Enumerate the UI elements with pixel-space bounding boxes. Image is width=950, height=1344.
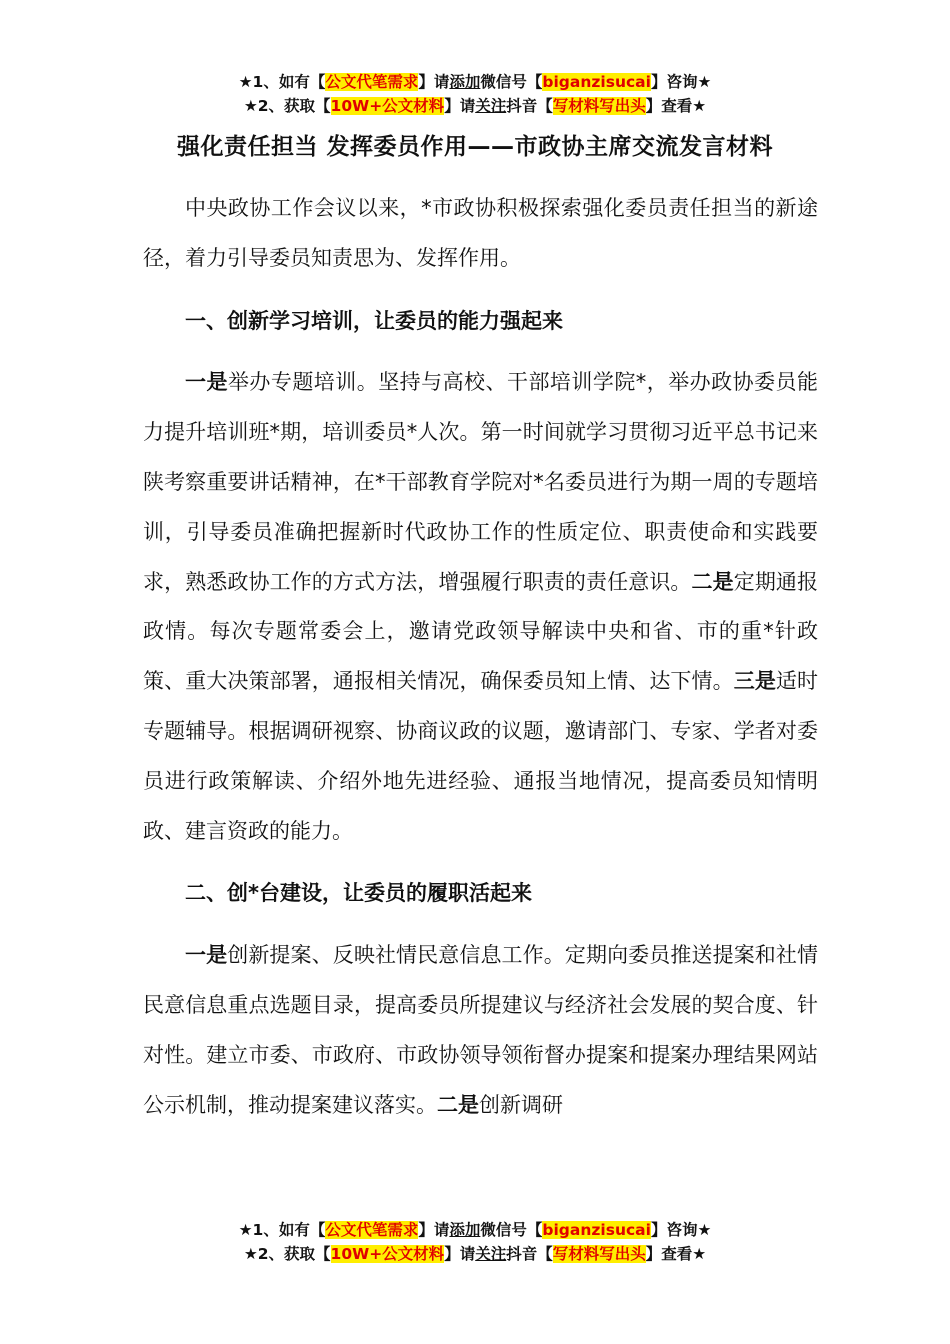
banner-highlight: 10W+公文材料 (330, 97, 445, 115)
banner-text: 】请 (444, 97, 476, 115)
item-lead: 一是 (185, 943, 228, 968)
banner-text: 】请 (418, 1221, 450, 1239)
item-text: 适时专题辅导。根据调研视察、协商议政的议题，邀请部门、专家、学者对委员进行政策解读、介绍外地先进经验、通报当地情况，提高委员知情明政、建言资政的能力。 (143, 669, 819, 843)
banner-text: 抖音【 (506, 1245, 553, 1263)
item-lead: 三是 (733, 669, 776, 694)
item-text: 举办专题培训。坚持与高校、干部培训学院*，举办政协委员能力提升培训班*期，培训委员*人次。第一时间就学习贯彻习近平总书记来陕考察重要讲话精神，在*干部教育学院对*名委员进行为期一周的专题培训，引导委员准确把握新时代政协工作的性质定位、职责使命和实践要求，熟悉政协工作的方式方法，增强履行职责的责任意识。 (143, 370, 819, 594)
document-title: 强化责任担当 发挥委员作用——市政协主席交流发言材料 (176, 134, 773, 160)
banner-text: 】请 (418, 73, 450, 91)
banner-line-2 (0, 94, 950, 118)
banner-text: ★2、获取【 (243, 1245, 331, 1263)
banner-highlight: biganzisucai (542, 73, 651, 91)
banner-underline: 关注 (475, 97, 507, 115)
banner-highlight: biganzisucai (542, 1221, 651, 1239)
item-lead: 一是 (185, 370, 228, 395)
top-banner (0, 70, 950, 118)
banner-line-2 (0, 1242, 950, 1266)
banner-text: ★1、如有【 (238, 1221, 326, 1239)
banner-text: 抖音【 (506, 97, 553, 115)
banner-highlight: 公文代笔需求 (325, 1221, 419, 1239)
banner-line-1 (0, 70, 950, 94)
banner-text: 】咨询★ (650, 1221, 712, 1239)
banner-highlight: 写材料写出头 (552, 97, 646, 115)
section-paragraph (143, 358, 818, 856)
item-lead: 二是 (437, 1092, 479, 1117)
intro-paragraph: 中央政协工作会议以来，*市政协积极探索强化委员责任担当的新途径，着力引导委员知责思为、发挥作用。 (143, 196, 818, 270)
banner-text: 微信号【 (480, 73, 543, 91)
banner-line-1 (0, 1218, 950, 1242)
banner-underline: 关注 (475, 1245, 507, 1263)
banner-highlight: 10W+公文材料 (330, 1245, 445, 1263)
item-text: 创新调研 (479, 1092, 563, 1117)
item-lead: 二是 (691, 569, 734, 594)
item-text: 定期通报政情。每次专题常委会上，邀请党政领导解读中央和省、市的重*针政策、重大决策部署，通报相关情况，确保委员知上情、达下情。 (143, 569, 819, 694)
banner-highlight: 公文代笔需求 (325, 73, 419, 91)
bottom-banner (0, 1218, 950, 1266)
banner-text: ★1、如有【 (238, 73, 326, 91)
banner-highlight: 写材料写出头 (552, 1245, 646, 1263)
banner-text: 】查看★ (645, 97, 707, 115)
banner-text: ★2、获取【 (243, 97, 331, 115)
banner-underline: 添加 (449, 1221, 481, 1239)
banner-text: 】咨询★ (650, 73, 712, 91)
section-paragraph (143, 931, 818, 1130)
banner-text: 】查看★ (645, 1245, 707, 1263)
section-heading: 二、创*台建设，让委员的履职活起来 (185, 881, 532, 906)
banner-underline: 添加 (449, 73, 481, 91)
section-heading: 一、创新学习培训，让委员的能力强起来 (185, 308, 563, 333)
item-text: 创新提案、反映社情民意信息工作。定期向委员推送提案和社情民意信息重点选题目录，提高委员所提建议与经济社会发展的契合度、针对性。建立市委、市政府、市政协领导领衔督办提案和提案办理结果网站公示机制，推动提案建议落实。 (143, 943, 819, 1117)
banner-text: 】请 (444, 1245, 476, 1263)
document-body (143, 184, 818, 1143)
banner-text: 微信号【 (480, 1221, 543, 1239)
